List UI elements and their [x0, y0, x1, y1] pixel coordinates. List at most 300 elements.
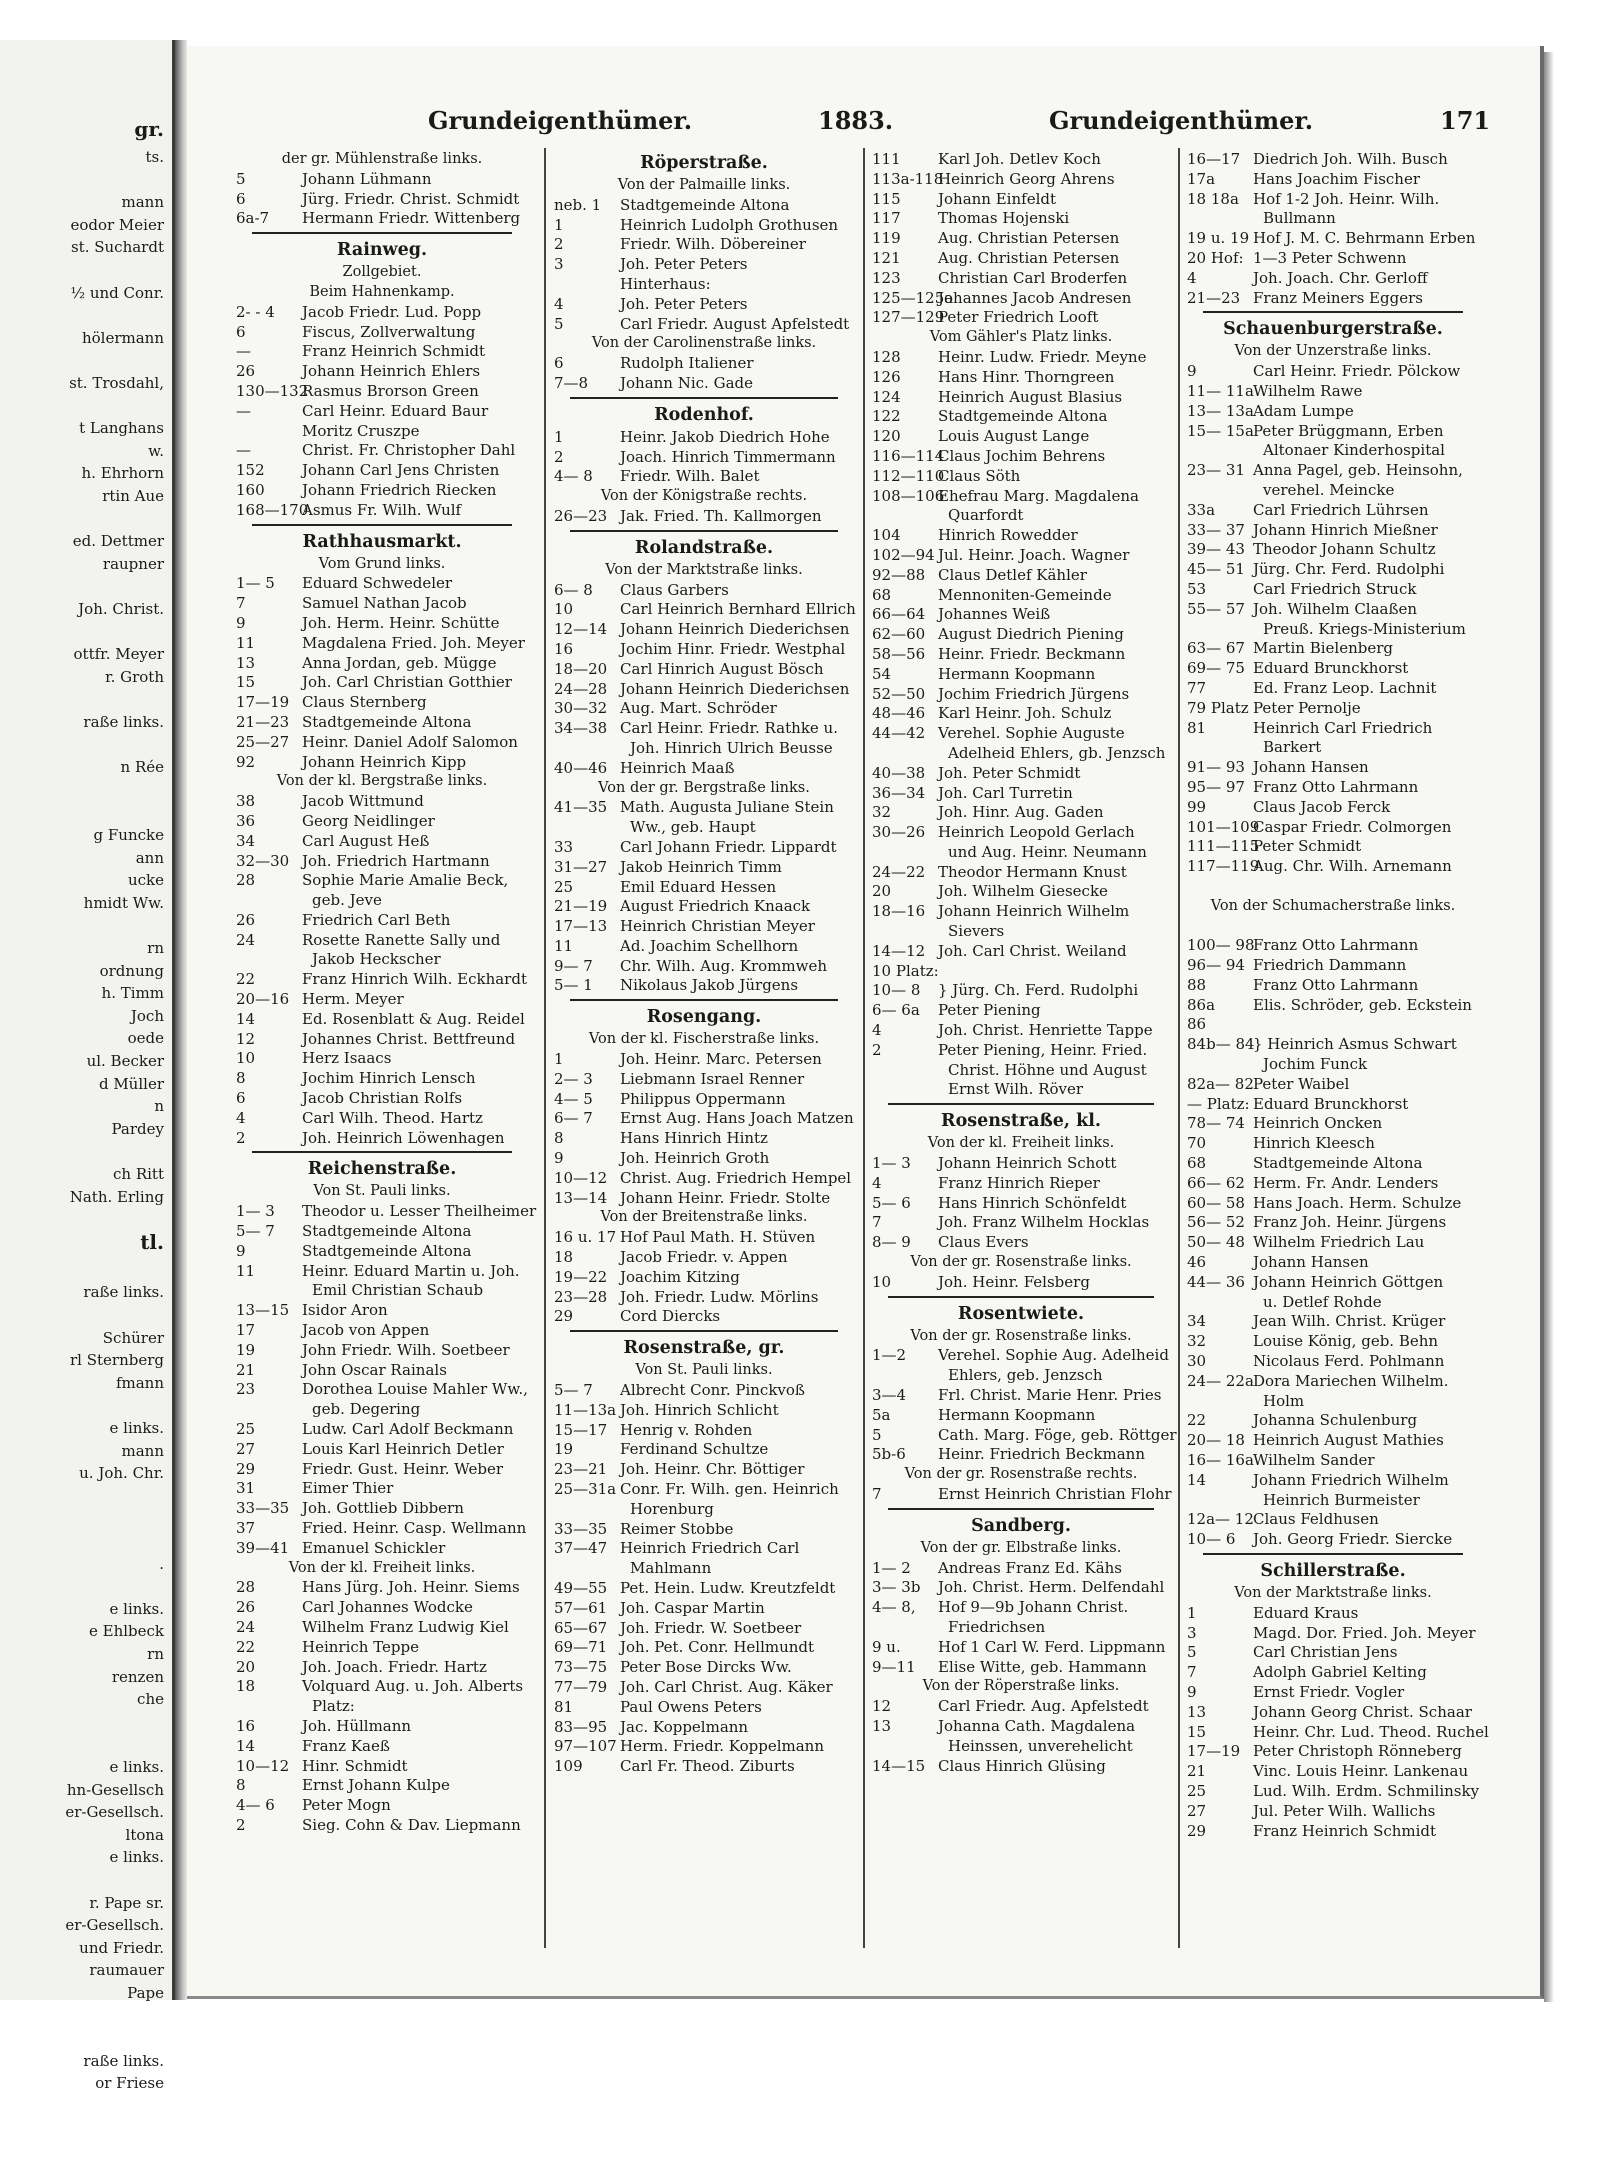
house-number: 11: [236, 1261, 256, 1280]
owner-entry: [550, 1109, 858, 1129]
owner-entry: [1183, 1332, 1483, 1352]
house-number: 17: [236, 1321, 256, 1340]
owner-name: John Oscar Rainals: [302, 1360, 447, 1379]
house-number: 40—38: [872, 763, 926, 782]
owner-entry: [868, 190, 1174, 210]
house-number: 2- - 4: [236, 302, 275, 321]
owner-name: Jochim Funck: [1263, 1055, 1368, 1074]
owner-entry: [550, 719, 858, 739]
owner-name: Hermann Koopmann: [938, 1405, 1096, 1424]
owner-name: Samuel Nathan Jacob: [302, 594, 467, 613]
house-number: 4: [872, 1021, 882, 1040]
street-heading: Reichenstraße.: [307, 1159, 457, 1180]
owner-name: Joh. Gottlieb Dibbern: [302, 1499, 464, 1518]
owner-name: Peter Pernolje: [1253, 698, 1361, 717]
owner-entry: [232, 1776, 532, 1796]
house-number: 4— 5: [554, 1089, 593, 1108]
owner-name: Martin Bielenberg: [1253, 639, 1394, 658]
owner-entry: [868, 942, 1174, 962]
owner-name: Heinrich Maaß: [620, 758, 735, 777]
owner-name: Joh. Peter Peters: [620, 255, 748, 274]
section-rule: [888, 1508, 1154, 1510]
owner-name: Nicolaus Ferd. Pohlmann: [1253, 1352, 1445, 1371]
owner-name: Joh. Christ. Henriette Tappe: [938, 1021, 1153, 1040]
owner-name: Louise König, geb. Behn: [1253, 1332, 1439, 1351]
owner-entry: [1183, 818, 1483, 838]
owner-entry: [232, 733, 532, 753]
owner-name: Johann Heinrich Diederichsen: [620, 679, 850, 698]
direction-text: Zollgebiet.: [342, 264, 422, 281]
house-number: 18: [554, 1248, 574, 1267]
owner-entry: [232, 713, 532, 733]
house-number: 96— 94: [1187, 956, 1245, 975]
owner-name: Joh. Georg Friedr. Siercke: [1253, 1530, 1453, 1549]
owner-entry: [232, 1460, 532, 1480]
owner-name: Hermann Friedr. Wittenberg: [302, 209, 521, 228]
owner-name: Friedr. Wilh. Döbereiner: [620, 235, 806, 254]
owner-entry: [550, 1698, 858, 1718]
section-rule: [252, 232, 512, 234]
owner-entry: [868, 1445, 1174, 1465]
owner-name: Johann Heinrich Göttgen: [1253, 1272, 1444, 1291]
house-number: 33— 37: [1187, 520, 1245, 539]
owner-name: Johannes Christ. Bettfreund: [302, 1029, 516, 1048]
owner-entry: [232, 1361, 532, 1381]
owner-entry: [550, 739, 858, 759]
owner-entry: [1183, 679, 1483, 699]
owner-name: Platz:: [312, 1697, 355, 1716]
owner-entry: [1183, 1802, 1483, 1822]
owner-name: Peter Mogn: [302, 1796, 391, 1815]
owner-name: August Friedrich Knaack: [620, 897, 811, 916]
owner-entry: [232, 990, 532, 1010]
owner-entry: [550, 507, 858, 527]
house-number: [232, 1400, 302, 1420]
direction-note: [550, 1208, 858, 1228]
owner-name: Joh. Joach. Friedr. Hartz: [302, 1657, 487, 1676]
house-number: 15—17: [554, 1420, 608, 1439]
owner-name: Elis. Schröder, geb. Eckstein: [1253, 995, 1472, 1014]
owner-entry: [1183, 1411, 1483, 1431]
left-fragment-line: n Rée: [120, 758, 164, 777]
owner-entry: [868, 150, 1174, 170]
left-fragment-line: .: [159, 1554, 164, 1573]
direction-note: [232, 1559, 532, 1579]
owner-name: Moritz Cruszpe: [302, 421, 420, 440]
house-number: 5— 6: [872, 1193, 911, 1212]
owner-name: Stadtgemeinde Altona: [1253, 1154, 1423, 1173]
owner-name: Pet. Hein. Ludw. Kreutzfeldt: [620, 1579, 836, 1597]
house-number: 29: [1187, 1821, 1207, 1840]
owner-name: Heinr. Friedr. Beckmann: [938, 644, 1126, 663]
house-number: 14: [236, 1736, 256, 1755]
house-number: [868, 1737, 938, 1757]
owner-name: Johann Hansen: [1253, 1253, 1369, 1272]
house-number: 5: [1187, 1643, 1197, 1662]
owner-entry: [1183, 738, 1483, 758]
owner-name: Eduard Brunckhorst: [1253, 659, 1409, 678]
house-number: 2: [236, 1128, 246, 1147]
owner-entry: [550, 976, 858, 996]
house-number: [550, 818, 620, 838]
owner-name: Heinr. Eduard Martin u. Joh.: [302, 1261, 520, 1280]
house-number: 18—20: [554, 659, 608, 678]
owner-entry: [868, 209, 1174, 229]
house-number: 10—12: [554, 1168, 608, 1187]
owner-entry: [550, 1480, 858, 1500]
house-number: 26: [236, 362, 256, 381]
house-number: 2— 3: [554, 1069, 593, 1088]
owner-entry: [868, 407, 1174, 427]
owner-name: Joh. Caspar Martin: [620, 1598, 765, 1617]
owner-entry: [868, 1559, 1174, 1579]
owner-entry: [1183, 1510, 1483, 1530]
owner-name: Jacob von Appen: [302, 1321, 430, 1340]
owner-entry: [550, 1421, 858, 1441]
owner-name: Johannes Jacob Andresen: [938, 288, 1132, 307]
house-number: 24: [236, 1617, 256, 1636]
owner-entry: [232, 832, 532, 852]
house-number: 120: [872, 427, 901, 446]
house-number: [868, 1618, 938, 1638]
house-number: 4— 8: [554, 467, 593, 486]
owner-entry: [1183, 1312, 1483, 1332]
owner-entry: [1183, 758, 1483, 778]
house-number: 45— 51: [1187, 560, 1245, 579]
owner-name: Joh. Heinrich Groth: [620, 1149, 770, 1168]
house-number: 29: [554, 1307, 574, 1326]
house-number: 19: [554, 1440, 574, 1459]
owner-name: Heinrich Georg Ahrens: [938, 169, 1115, 188]
house-number: 4— 6: [236, 1796, 275, 1815]
house-number: 40—46: [554, 758, 608, 777]
house-number: 13— 13a: [1187, 401, 1254, 420]
left-fragment-line: eodor Meier: [70, 215, 164, 234]
owner-name: Joh. Carl Christian Gotthier: [302, 673, 512, 692]
owner-name: } Jürg. Ch. Ferd. Rudolphi: [938, 981, 1139, 1000]
owner-entry: [1183, 936, 1483, 956]
owner-name: Carl Heinr. Friedr. Pölckow: [1253, 362, 1461, 381]
owner-name: Ed. Franz Leop. Lachnit: [1253, 678, 1437, 697]
house-number: 15: [1187, 1722, 1207, 1741]
owner-name: Joh. Hüllmann: [302, 1716, 412, 1735]
house-number: [1183, 209, 1253, 229]
left-fragment-line: raumauer: [89, 1961, 164, 1980]
house-number: 33: [554, 837, 574, 856]
owner-entry: [550, 1678, 858, 1698]
owner-entry: [232, 209, 532, 229]
owner-name: Franz Meiners Eggers: [1253, 288, 1423, 307]
house-number: 6— 7: [554, 1109, 593, 1128]
owner-entry: [868, 229, 1174, 249]
left-fragment-line: h. Timm: [101, 984, 164, 1003]
owner-name: Heinssen, unverehelicht: [948, 1736, 1133, 1755]
owner-name: Hinr. Schmidt: [302, 1756, 408, 1775]
owner-name: Ernst Heinrich Christian Flohr: [938, 1485, 1172, 1503]
owner-entry: [868, 1485, 1174, 1505]
owner-entry: [550, 1381, 858, 1401]
house-number: 26—23: [554, 506, 608, 525]
owner-entry: [232, 382, 532, 402]
owner-entry: [868, 1061, 1174, 1081]
owner-entry: [550, 1189, 858, 1209]
owner-entry: [232, 594, 532, 614]
house-number: 6a-7: [236, 209, 270, 228]
owner-entry: [868, 526, 1174, 546]
house-number: [868, 922, 938, 942]
house-number: 57—61: [554, 1598, 608, 1617]
owner-name: Carl Friedrich Lührsen: [1253, 500, 1429, 519]
owner-name: Lud. Wilh. Erdm. Schmilinsky: [1253, 1781, 1480, 1800]
house-number: [1183, 620, 1253, 640]
owner-entry: [550, 467, 858, 487]
owner-name: Carl Christian Jens: [1253, 1643, 1398, 1662]
left-fragment-line: w.: [148, 441, 164, 460]
owner-name: Reimer Stobbe: [620, 1519, 734, 1538]
owner-entry: [1183, 170, 1483, 190]
owner-name: Claus Detlef Kähler: [938, 565, 1087, 584]
house-number: 39—41: [236, 1538, 290, 1557]
left-fragment-line: t Langhans: [79, 419, 164, 438]
direction-text: der gr. Mühlenstraße links.: [281, 151, 483, 167]
owner-entry: [1183, 1762, 1483, 1782]
house-number: 126: [872, 367, 901, 386]
direction-text: Von der Röperstraße links.: [922, 1678, 1120, 1695]
owner-name: Adelheid Ehlers, gb. Jenzsch: [948, 743, 1166, 762]
left-fragment-line: or Friese: [95, 2074, 164, 2093]
house-number: 2: [554, 235, 564, 254]
owner-name: und Aug. Heinr. Neumann: [948, 842, 1147, 861]
owner-name: Paul Owens Peters: [620, 1697, 762, 1716]
owner-name: Verehel. Sophie Aug. Adelheid: [938, 1346, 1169, 1365]
house-number: 32—30: [236, 851, 290, 870]
owner-name: Sievers: [948, 922, 1005, 941]
owner-name: Hof J. M. C. Behrmann Erben: [1253, 229, 1476, 248]
house-number: 18—16: [872, 902, 926, 921]
owner-entry: [550, 1500, 858, 1520]
direction-text: Von der Königstraße rechts.: [600, 488, 808, 505]
owner-entry: [1183, 269, 1483, 289]
direction-note: [1183, 1584, 1483, 1604]
left-fragment-line: mann: [121, 193, 164, 212]
house-number: 38: [236, 792, 256, 811]
owner-name: Herz Isaacs: [302, 1049, 392, 1068]
owner-name: Jacob Friedr. Lud. Popp: [302, 302, 482, 321]
house-number: 23—28: [554, 1287, 608, 1306]
owner-entry: [550, 1718, 858, 1738]
owner-entry: [232, 871, 532, 891]
owner-entry: [232, 1321, 532, 1341]
owner-entry: [1183, 1273, 1483, 1293]
owner-entry: [550, 1228, 858, 1248]
house-number: 113a-118: [872, 169, 944, 188]
owner-name: Stadtgemeinde Altona: [620, 195, 790, 214]
street-heading: Röperstraße.: [640, 153, 768, 173]
owner-entry: [232, 323, 532, 343]
house-number: 104: [872, 526, 901, 545]
owner-entry: [868, 427, 1174, 447]
house-number: 97—107: [554, 1737, 617, 1756]
owner-name: Joh. Friedr. Ludw. Mörlins: [620, 1287, 819, 1306]
house-number: 53: [1187, 579, 1207, 598]
owner-entry: [868, 487, 1174, 507]
owner-name: Heinrich Oncken: [1253, 1114, 1383, 1133]
owner-entry: [550, 374, 858, 394]
owner-entry: [232, 1380, 532, 1400]
house-number: 69— 75: [1187, 659, 1245, 678]
left-fragment-line: h. Ehrhorn: [81, 464, 164, 483]
owner-name: Joh. Heinr. Marc. Petersen: [620, 1050, 822, 1069]
house-number: 92: [236, 752, 256, 771]
left-fragment-line: Pardey: [111, 1119, 164, 1138]
owner-entry: [232, 693, 532, 713]
owner-name: Rosette Ranette Sally und: [302, 930, 501, 949]
owner-name: Carl Heinr. Eduard Baur: [302, 401, 489, 420]
owner-entry: [868, 1598, 1174, 1618]
house-number: 119: [872, 229, 901, 248]
owner-name: Peter Waibel: [1253, 1074, 1350, 1093]
owner-name: Hans Joachim Fischer: [1253, 169, 1420, 188]
house-number: 25: [236, 1420, 256, 1439]
house-number: 8: [236, 1776, 246, 1795]
owner-entry: [1183, 1154, 1483, 1174]
direction-text: Vom Grund links.: [318, 555, 446, 572]
house-number: 13—14: [554, 1188, 608, 1207]
house-number: 5a: [872, 1405, 891, 1424]
owner-entry: [232, 654, 532, 674]
house-number: 2: [872, 1040, 882, 1059]
house-number: 152: [236, 461, 265, 480]
owner-entry: [232, 1262, 532, 1282]
direction-note: [232, 772, 532, 792]
owner-name: Magd. Dor. Fried. Joh. Meyer: [1253, 1623, 1476, 1642]
owner-name: Jul. Heinr. Joach. Wagner: [938, 545, 1130, 564]
owner-name: Franz Otto Lahrmann: [1253, 936, 1419, 955]
owner-name: Friedrichsen: [948, 1617, 1046, 1636]
owner-name: Hermann Koopmann: [938, 664, 1096, 683]
owner-name: Theodor Johann Schultz: [1253, 540, 1436, 559]
house-number: 17—19: [1187, 1742, 1241, 1761]
owner-name: Jacob Wittmund: [302, 792, 424, 811]
owner-name: Hans Hinrich Schönfeldt: [938, 1193, 1127, 1212]
house-number: 92—88: [872, 565, 926, 584]
direction-note: [232, 1182, 532, 1202]
owner-name: Herm. Meyer: [302, 990, 404, 1009]
owner-entry: [868, 981, 1174, 1001]
owner-name: [1253, 877, 1483, 897]
owner-entry: [1183, 1722, 1489, 1743]
house-number: 50— 48: [1187, 1233, 1245, 1252]
owner-name: Johanna Cath. Magdalena: [938, 1716, 1136, 1735]
owner-entry: [232, 303, 532, 323]
owner-name: Ad. Joachim Schellhorn: [620, 936, 799, 955]
direction-text: Von St. Pauli links.: [313, 1183, 451, 1200]
owner-name: Eduard Schwedeler: [302, 574, 453, 593]
directory-column-2: [550, 150, 858, 1777]
owner-entry: [550, 1737, 858, 1757]
house-number: 31—27: [554, 857, 608, 876]
house-number: [550, 275, 620, 295]
house-number: 10: [554, 600, 574, 619]
owner-name: Theodor u. Lesser Theilheimer: [302, 1202, 537, 1221]
direction-note: [868, 1253, 1174, 1273]
direction-text: Von der Marktstraße links.: [1234, 1584, 1432, 1601]
owner-name: geb. Degering: [312, 1400, 421, 1419]
owner-name: Fiscus, Zollverwaltung: [302, 322, 476, 341]
house-number: 26: [236, 910, 256, 929]
house-number: 19—22: [554, 1267, 608, 1286]
owner-entry: [1183, 1742, 1483, 1762]
house-number: 6— 6a: [872, 1001, 920, 1020]
left-fragment-line: gr.: [134, 117, 164, 141]
owner-entry: [868, 962, 1174, 982]
house-number: 60— 58: [1187, 1193, 1245, 1212]
house-number: 37—47: [554, 1539, 608, 1558]
house-number: 23—21: [554, 1460, 608, 1479]
house-number: [1183, 481, 1253, 501]
direction-text: Von der Unzerstraße links.: [1234, 343, 1432, 360]
house-number: 16 u. 17: [554, 1228, 617, 1247]
left-fragment-line: er-Gesellsch.: [65, 1803, 164, 1822]
house-number: 16: [554, 639, 574, 658]
house-number: 12: [236, 1029, 256, 1048]
owner-entry: [1183, 1471, 1483, 1491]
owner-entry: [1183, 1174, 1483, 1194]
owner-entry: [550, 878, 858, 898]
direction-text: Von der kl. Freiheit links.: [927, 1135, 1115, 1152]
owner-name: Chr. Wilh. Aug. Krommweh: [620, 956, 828, 975]
direction-note: [550, 1030, 858, 1050]
house-number: 27: [236, 1439, 256, 1458]
owner-name: Carl Heinr. Friedr. Rathke u.: [620, 719, 838, 738]
house-number: 65—67: [554, 1618, 608, 1637]
owner-entry: [232, 1420, 532, 1440]
owner-name: Johann Lühmann: [302, 169, 432, 188]
owner-name: Jul. Peter Wilh. Wallichs: [1253, 1801, 1436, 1820]
house-number: 11: [236, 633, 256, 652]
owner-name: Johann Heinrich Ehlers: [302, 362, 481, 381]
owner-entry: [232, 1796, 532, 1816]
house-number: 30—26: [872, 823, 926, 842]
owner-name: Carl Heinrich Bernhard Ellrich: [620, 600, 856, 619]
owner-name: Aug. Mart. Schröder: [620, 699, 777, 718]
directory-column-4: [1183, 150, 1489, 1841]
owner-name: Franz Joh. Heinr. Jürgens: [1253, 1213, 1447, 1232]
owner-entry: [550, 196, 858, 216]
owner-entry: [550, 1129, 858, 1149]
direction-note: [868, 1327, 1174, 1347]
owner-entry: [550, 957, 858, 977]
house-number: 3: [554, 255, 564, 274]
house-number: 8— 9: [872, 1233, 911, 1252]
left-fragment-line: r. Pape sr.: [89, 1893, 164, 1912]
owner-name: Peter Christoph Rönneberg: [1253, 1742, 1462, 1761]
owner-entry: [1183, 1643, 1483, 1663]
left-fragment-line: rl Sternberg: [70, 1351, 164, 1370]
owner-name: Franz Otto Lahrmann: [1253, 777, 1419, 796]
column-rule-3: [1178, 148, 1180, 1948]
owner-name: Math. Augusta Juliane Stein: [620, 798, 834, 817]
house-number: 14: [236, 1009, 256, 1028]
house-number: 10— 6: [1187, 1530, 1236, 1549]
owner-name: Jacob Christian Rolfs: [302, 1089, 463, 1108]
owner-name: Jochim Hinr. Friedr. Westphal: [620, 639, 846, 658]
owner-name: Volquard Aug. u. Joh. Alberts: [302, 1677, 524, 1696]
owner-entry: [868, 1080, 1174, 1100]
owner-entry: [550, 1599, 858, 1619]
house-number: 95— 97: [1187, 777, 1245, 796]
owner-name: Hans Hinrich Hintz: [620, 1129, 768, 1148]
